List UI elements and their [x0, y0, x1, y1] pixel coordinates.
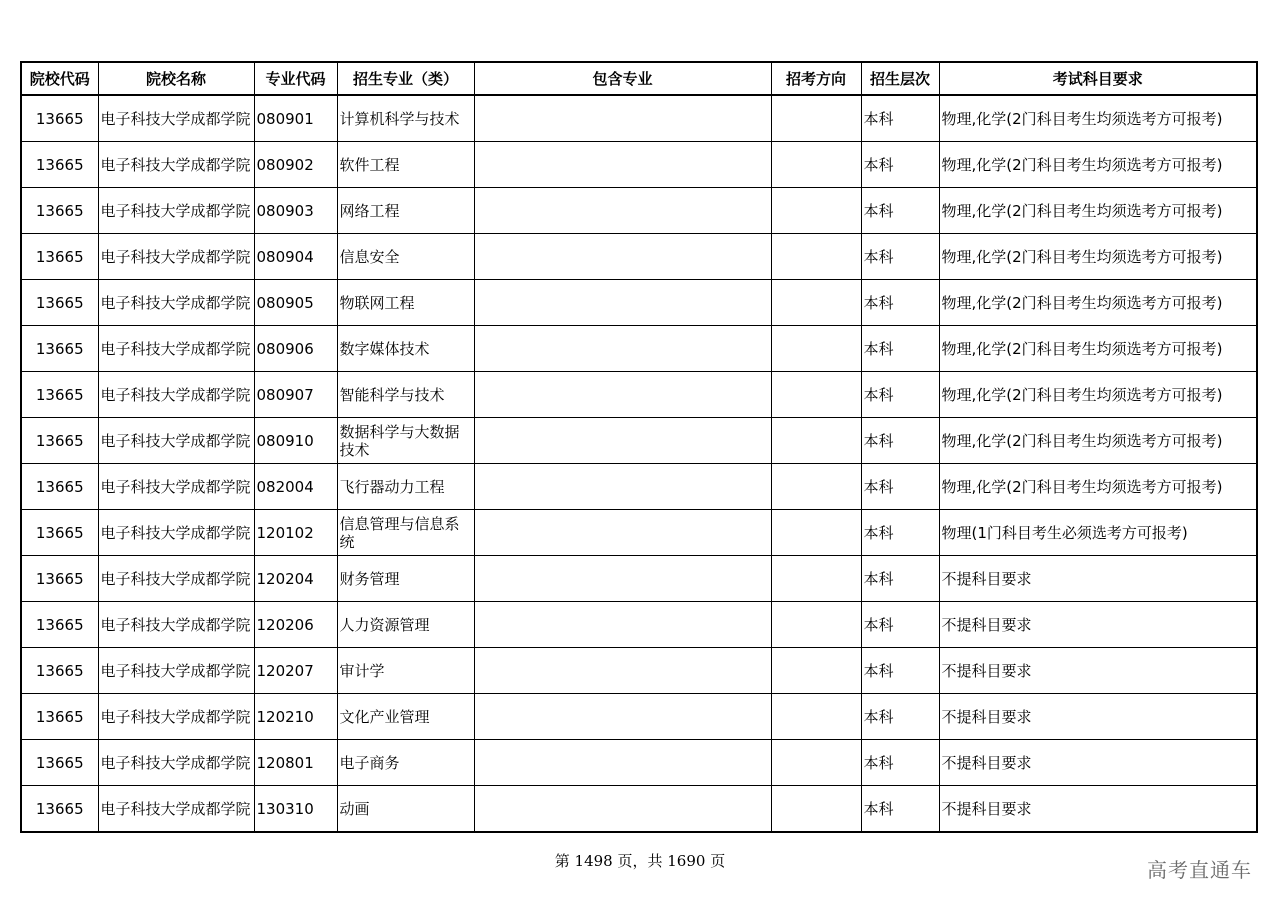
header-included-majors: 包含专业 — [474, 62, 771, 95]
school-name-cell: 电子科技大学成都学院 — [98, 418, 254, 464]
table-header-row — [21, 62, 1257, 95]
school-code-cell: 13665 — [21, 418, 98, 464]
school-code-cell: 13665 — [21, 648, 98, 694]
table-row — [21, 418, 1257, 464]
subject-requirements-cell: 不提科目要求 — [939, 556, 1257, 602]
school-code-cell: 13665 — [21, 556, 98, 602]
included-majors-cell — [474, 510, 771, 556]
major-code-cell: 120210 — [254, 694, 337, 740]
major-code-cell: 080910 — [254, 418, 337, 464]
level-cell: 本科 — [861, 326, 939, 372]
level-cell: 本科 — [861, 234, 939, 280]
subject-requirements-cell: 物理,化学(2门科目考生均须选考方可报考) — [939, 326, 1257, 372]
level-cell: 本科 — [861, 95, 939, 142]
school-code-cell: 13665 — [21, 786, 98, 833]
header-major-category: 招生专业（类） — [337, 62, 474, 95]
direction-cell — [771, 418, 861, 464]
table-row — [21, 188, 1257, 234]
direction-cell — [771, 464, 861, 510]
major-code-cell: 120207 — [254, 648, 337, 694]
school-name-cell: 电子科技大学成都学院 — [98, 188, 254, 234]
enrollment-table — [20, 61, 1258, 833]
table-row — [21, 142, 1257, 188]
direction-cell — [771, 510, 861, 556]
major-category-cell: 人力资源管理 — [337, 602, 474, 648]
major-category-cell: 文化产业管理 — [337, 694, 474, 740]
subject-requirements-cell: 不提科目要求 — [939, 602, 1257, 648]
included-majors-cell — [474, 280, 771, 326]
major-code-cell: 120206 — [254, 602, 337, 648]
major-category-cell: 财务管理 — [337, 556, 474, 602]
header-major-code: 专业代码 — [254, 62, 337, 95]
included-majors-cell — [474, 372, 771, 418]
school-name-cell: 电子科技大学成都学院 — [98, 372, 254, 418]
included-majors-cell — [474, 95, 771, 142]
major-category-cell: 数据科学与大数据技术 — [337, 418, 474, 464]
school-code-cell: 13665 — [21, 510, 98, 556]
subject-requirements-cell: 物理,化学(2门科目考生均须选考方可报考) — [939, 234, 1257, 280]
major-category-cell: 动画 — [337, 786, 474, 833]
direction-cell — [771, 188, 861, 234]
included-majors-cell — [474, 188, 771, 234]
direction-cell — [771, 740, 861, 786]
subject-requirements-cell: 物理,化学(2门科目考生均须选考方可报考) — [939, 95, 1257, 142]
level-cell: 本科 — [861, 510, 939, 556]
major-code-cell: 080902 — [254, 142, 337, 188]
level-cell: 本科 — [861, 142, 939, 188]
subject-requirements-cell: 物理,化学(2门科目考生均须选考方可报考) — [939, 280, 1257, 326]
subject-requirements-cell: 不提科目要求 — [939, 740, 1257, 786]
major-category-cell: 飞行器动力工程 — [337, 464, 474, 510]
level-cell: 本科 — [861, 786, 939, 833]
table-body — [21, 95, 1257, 832]
school-code-cell: 13665 — [21, 326, 98, 372]
school-name-cell: 电子科技大学成都学院 — [98, 648, 254, 694]
direction-cell — [771, 786, 861, 833]
level-cell: 本科 — [861, 188, 939, 234]
table-row — [21, 648, 1257, 694]
major-category-cell: 数字媒体技术 — [337, 326, 474, 372]
level-cell: 本科 — [861, 372, 939, 418]
included-majors-cell — [474, 142, 771, 188]
school-code-cell: 13665 — [21, 280, 98, 326]
direction-cell — [771, 142, 861, 188]
subject-requirements-cell: 物理,化学(2门科目考生均须选考方可报考) — [939, 372, 1257, 418]
school-code-cell: 13665 — [21, 602, 98, 648]
included-majors-cell — [474, 326, 771, 372]
school-name-cell: 电子科技大学成都学院 — [98, 234, 254, 280]
table-row — [21, 372, 1257, 418]
school-code-cell: 13665 — [21, 372, 98, 418]
major-code-cell: 080905 — [254, 280, 337, 326]
level-cell: 本科 — [861, 648, 939, 694]
included-majors-cell — [474, 602, 771, 648]
header-school-code: 院校代码 — [21, 62, 98, 95]
major-category-cell: 电子商务 — [337, 740, 474, 786]
table-row — [21, 694, 1257, 740]
major-code-cell: 080901 — [254, 95, 337, 142]
subject-requirements-cell: 不提科目要求 — [939, 786, 1257, 833]
table-row — [21, 280, 1257, 326]
table-row — [21, 556, 1257, 602]
school-code-cell: 13665 — [21, 142, 98, 188]
table-row — [21, 786, 1257, 833]
level-cell: 本科 — [861, 418, 939, 464]
subject-requirements-cell: 物理(1门科目考生必须选考方可报考) — [939, 510, 1257, 556]
table-row — [21, 464, 1257, 510]
direction-cell — [771, 556, 861, 602]
school-code-cell: 13665 — [21, 464, 98, 510]
major-category-cell: 计算机科学与技术 — [337, 95, 474, 142]
level-cell: 本科 — [861, 556, 939, 602]
header-subject-requirements: 考试科目要求 — [939, 62, 1257, 95]
school-name-cell: 电子科技大学成都学院 — [98, 510, 254, 556]
major-code-cell: 130310 — [254, 786, 337, 833]
direction-cell — [771, 95, 861, 142]
school-name-cell: 电子科技大学成都学院 — [98, 740, 254, 786]
level-cell: 本科 — [861, 694, 939, 740]
subject-requirements-cell: 物理,化学(2门科目考生均须选考方可报考) — [939, 464, 1257, 510]
direction-cell — [771, 372, 861, 418]
major-code-cell: 080904 — [254, 234, 337, 280]
table-row — [21, 234, 1257, 280]
major-category-cell: 信息管理与信息系统 — [337, 510, 474, 556]
school-name-cell: 电子科技大学成都学院 — [98, 326, 254, 372]
subject-requirements-cell: 不提科目要求 — [939, 648, 1257, 694]
major-code-cell: 082004 — [254, 464, 337, 510]
subject-requirements-cell: 物理,化学(2门科目考生均须选考方可报考) — [939, 142, 1257, 188]
table-row — [21, 510, 1257, 556]
school-code-cell: 13665 — [21, 95, 98, 142]
subject-requirements-cell: 物理,化学(2门科目考生均须选考方可报考) — [939, 418, 1257, 464]
table-row — [21, 602, 1257, 648]
school-code-cell: 13665 — [21, 234, 98, 280]
direction-cell — [771, 602, 861, 648]
school-name-cell: 电子科技大学成都学院 — [98, 142, 254, 188]
major-category-cell: 智能科学与技术 — [337, 372, 474, 418]
included-majors-cell — [474, 464, 771, 510]
major-code-cell: 120801 — [254, 740, 337, 786]
table-row — [21, 326, 1257, 372]
level-cell: 本科 — [861, 602, 939, 648]
included-majors-cell — [474, 786, 771, 833]
school-name-cell: 电子科技大学成都学院 — [98, 694, 254, 740]
included-majors-cell — [474, 740, 771, 786]
direction-cell — [771, 648, 861, 694]
subject-requirements-cell: 物理,化学(2门科目考生均须选考方可报考) — [939, 188, 1257, 234]
table-row — [21, 740, 1257, 786]
watermark-logo: 高考直通车 — [1147, 858, 1252, 882]
school-code-cell: 13665 — [21, 188, 98, 234]
school-code-cell: 13665 — [21, 740, 98, 786]
direction-cell — [771, 326, 861, 372]
school-name-cell: 电子科技大学成都学院 — [98, 602, 254, 648]
major-category-cell: 软件工程 — [337, 142, 474, 188]
major-category-cell: 审计学 — [337, 648, 474, 694]
included-majors-cell — [474, 648, 771, 694]
school-name-cell: 电子科技大学成都学院 — [98, 786, 254, 833]
school-name-cell: 电子科技大学成都学院 — [98, 464, 254, 510]
major-code-cell: 080907 — [254, 372, 337, 418]
school-code-cell: 13665 — [21, 694, 98, 740]
direction-cell — [771, 234, 861, 280]
header-direction: 招考方向 — [771, 62, 861, 95]
subject-requirements-cell: 不提科目要求 — [939, 694, 1257, 740]
major-code-cell: 120102 — [254, 510, 337, 556]
included-majors-cell — [474, 418, 771, 464]
level-cell: 本科 — [861, 464, 939, 510]
major-code-cell: 080906 — [254, 326, 337, 372]
header-school-name: 院校名称 — [98, 62, 254, 95]
direction-cell — [771, 694, 861, 740]
level-cell: 本科 — [861, 740, 939, 786]
included-majors-cell — [474, 694, 771, 740]
major-category-cell: 信息安全 — [337, 234, 474, 280]
major-code-cell: 080903 — [254, 188, 337, 234]
major-code-cell: 120204 — [254, 556, 337, 602]
table-row — [21, 95, 1257, 142]
level-cell: 本科 — [861, 280, 939, 326]
included-majors-cell — [474, 556, 771, 602]
direction-cell — [771, 280, 861, 326]
school-name-cell: 电子科技大学成都学院 — [98, 556, 254, 602]
page-number: 第 1498 页，共 1690 页 — [554, 852, 726, 870]
school-name-cell: 电子科技大学成都学院 — [98, 280, 254, 326]
header-level: 招生层次 — [861, 62, 939, 95]
school-name-cell: 电子科技大学成都学院 — [98, 95, 254, 142]
included-majors-cell — [474, 234, 771, 280]
major-category-cell: 网络工程 — [337, 188, 474, 234]
major-category-cell: 物联网工程 — [337, 280, 474, 326]
